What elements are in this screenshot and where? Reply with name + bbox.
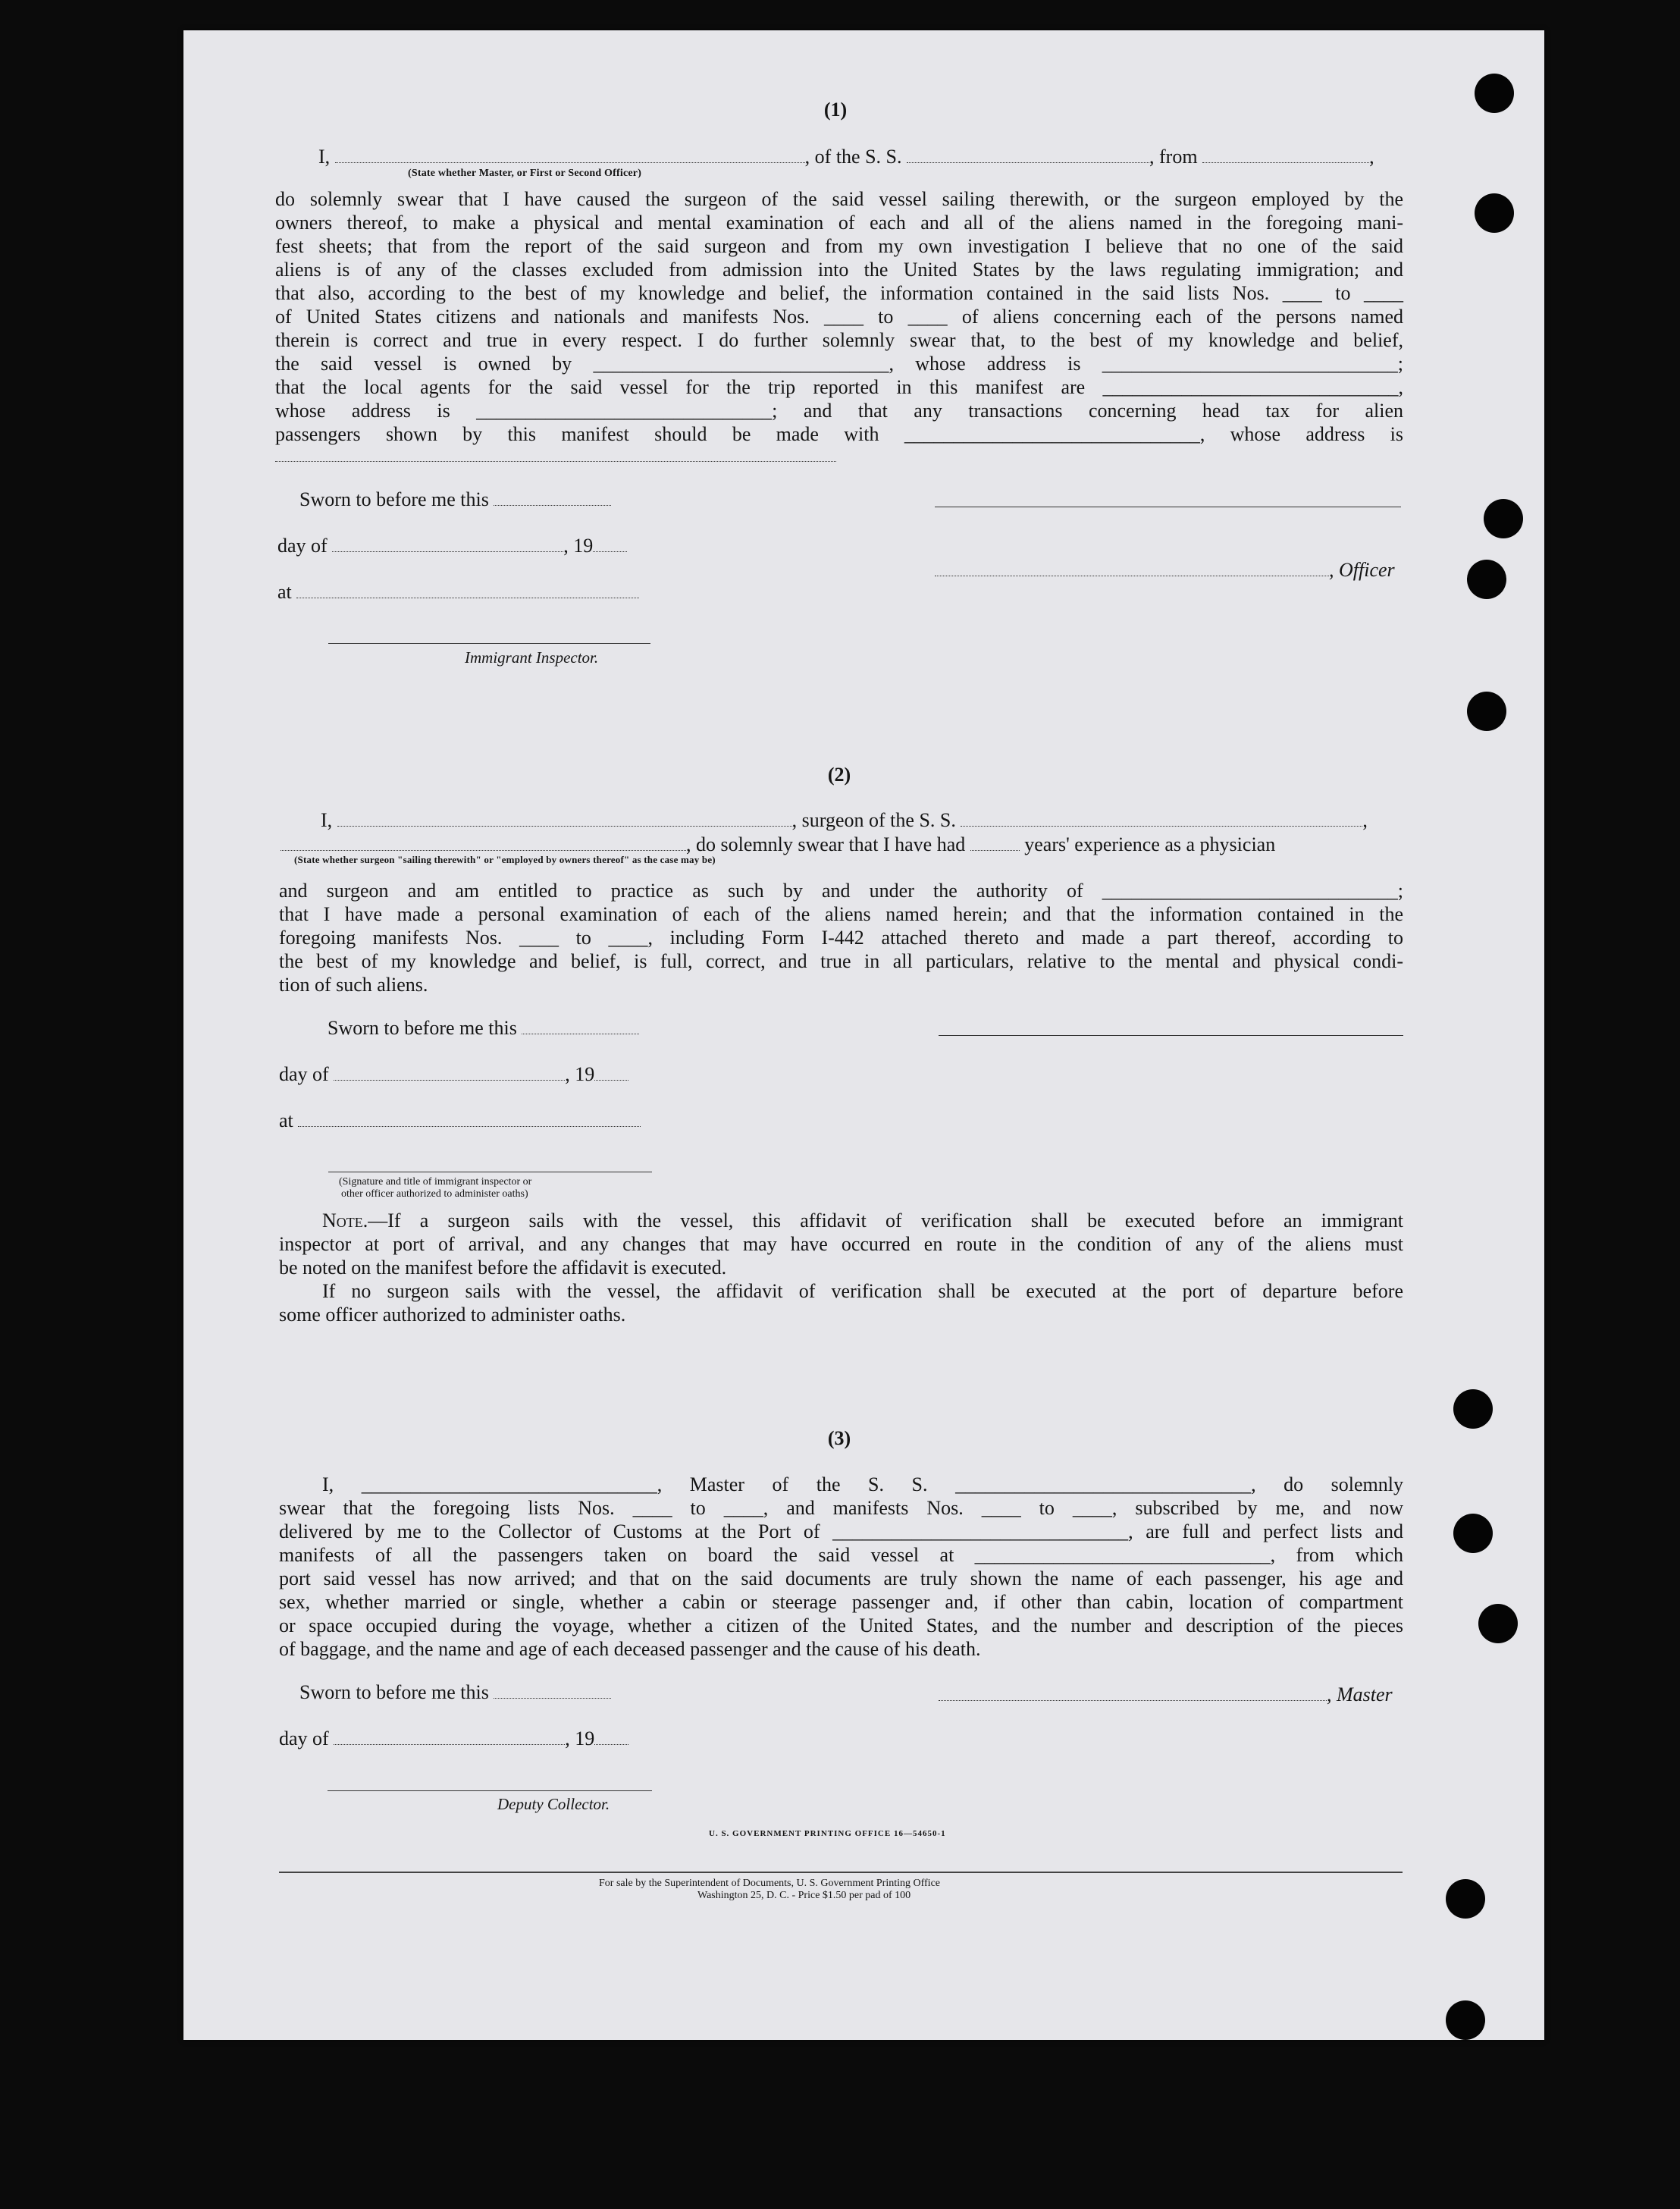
text-sworn: Sworn to before me this	[299, 1681, 489, 1703]
place-field[interactable]	[296, 582, 639, 598]
text-officer: , Officer	[1329, 559, 1395, 581]
text-from: , from	[1149, 146, 1198, 168]
text-day-of: day of	[279, 1727, 329, 1749]
officer-signature-field[interactable]	[935, 560, 1329, 576]
section1-paragraph	[275, 187, 1403, 462]
text-sworn: Sworn to before me this	[328, 1017, 517, 1039]
day-of-line	[279, 1063, 628, 1086]
inspector-caption: Immigrant Inspector.	[465, 648, 599, 667]
rank-field[interactable]	[335, 147, 805, 163]
binder-hole	[1467, 560, 1506, 599]
sale-notice: Washington 25, D. C. - Price $1.50 per pad of 100	[697, 1890, 911, 1901]
section2-second-line	[281, 833, 1275, 856]
section2-paragraph	[279, 879, 1403, 996]
binder-hole	[1478, 1604, 1518, 1643]
signature-caption: other officer authorized to administer oaths)	[341, 1188, 528, 1200]
paragraph-line: that the local agents for the said vessel for the trip reported in this manifest are ______________________________,	[275, 376, 1403, 398]
paragraph-line: sex, whether married or single, whether a cabin or steerage passenger and, if other than cabin, location of compartment	[279, 1591, 1403, 1613]
vessel-field[interactable]	[907, 147, 1149, 163]
paragraph-line: or space occupied during the voyage, whether a citizen of the United States, and the number and description of the pieces	[279, 1614, 1403, 1636]
paragraph-line: passengers shown by this manifest should be made with ______________________________, whose address is	[275, 423, 1403, 445]
binder-hole	[1475, 193, 1514, 233]
master-signature-field[interactable]	[939, 1685, 1327, 1701]
paragraph-line: therein is correct and true in every respect. I do further solemnly swear that, to the best of my knowledge and belief,	[275, 329, 1403, 351]
paragraph-line: delivered by me to the Collector of Customs at the Port of ______________________________, are full and perfect lists and	[279, 1520, 1403, 1542]
paragraph-line: of United States citizens and nationals and manifests Nos. ____ to ____ of aliens concerning each of the persons named	[275, 306, 1403, 328]
text-day-of: day of	[277, 535, 328, 557]
note-label: Note.	[322, 1210, 368, 1232]
section-number: (3)	[827, 1427, 851, 1449]
paragraph-line: and surgeon and am entitled to practice as such by and under the authority of ______________________________;	[279, 880, 1403, 902]
paragraph-line: whose address is ______________________________; and that any transactions concerning head tax for alien	[275, 400, 1403, 422]
text-at: at	[277, 581, 292, 603]
month-field[interactable]	[332, 536, 563, 552]
years-field[interactable]	[970, 835, 1020, 851]
note-line: inspector at port of arrival, and any changes that may have occurred en route in the condition of any of the aliens must	[279, 1233, 1403, 1255]
paragraph-line: tion of such aliens.	[279, 974, 428, 996]
inspector-signature-line[interactable]	[328, 643, 650, 644]
section-number: (1)	[823, 99, 848, 121]
paragraph-line: aliens is of any of the classes excluded from admission into the United States by the laws regulating immigration; and	[275, 259, 1403, 281]
month-field[interactable]	[334, 1729, 565, 1745]
text-i: I,	[321, 809, 333, 831]
binder-hole	[1446, 2000, 1485, 2040]
paragraph-line: do solemnly swear that I have caused the surgeon of the said vessel sailing therewith, or the surgeon employed by the	[275, 188, 1403, 210]
day-of-line	[277, 535, 627, 557]
text-swear: , do solemnly swear that I have had	[686, 833, 966, 855]
rank-caption: (State whether Master, or First or Second Officer)	[408, 168, 642, 179]
day-field[interactable]	[522, 1018, 639, 1034]
year-field[interactable]	[594, 1065, 628, 1081]
at-line	[277, 581, 639, 604]
note-line: some officer authorized to administer oaths.	[279, 1304, 626, 1326]
binder-hole	[1453, 1389, 1493, 1429]
comma: ,	[1369, 146, 1374, 168]
month-field[interactable]	[334, 1065, 565, 1081]
address-field[interactable]	[275, 446, 836, 462]
sworn-line	[299, 1681, 611, 1704]
surgeon-name-field[interactable]	[337, 811, 792, 827]
text-master: , Master	[1327, 1683, 1393, 1705]
sale-notice: For sale by the Superintendent of Documents, U. S. Government Printing Office	[599, 1878, 940, 1889]
section-number: (2)	[827, 764, 851, 786]
binder-hole	[1475, 74, 1514, 113]
paragraph-line: I, ______________________________, Master of the S. S. ______________________________, do solemnly	[322, 1473, 1403, 1495]
year-field[interactable]	[593, 536, 627, 552]
vessel-field[interactable]	[961, 811, 1362, 827]
note-text: —If a surgeon sails with the vessel, this affidavit of verification shall be executed before an immigrant	[368, 1210, 1403, 1232]
sworn-line	[328, 1017, 639, 1040]
surgeon-status-field[interactable]	[281, 835, 686, 851]
paragraph-line: of baggage, and the name and age of each deceased passenger and the cause of his death.	[279, 1638, 981, 1660]
year-field[interactable]	[594, 1729, 628, 1745]
gpo-imprint: U. S. GOVERNMENT PRINTING OFFICE 16—54650-1	[709, 1829, 946, 1838]
paragraph-line: owners thereof, to make a physical and mental examination of each and all of the aliens named in the foregoing mani-	[275, 212, 1403, 234]
paragraph-line: port said vessel has now arrived; and that on the said documents are truly shown the name of each passenger, his age and	[279, 1567, 1403, 1589]
note-line	[279, 1209, 1403, 1232]
port-field[interactable]	[1202, 147, 1369, 163]
binder-hole	[1446, 1879, 1485, 1919]
paragraph-line: swear that the foregoing lists Nos. ____ to ____, and manifests Nos. ____ to ____, subscribed by me, and now	[279, 1497, 1403, 1519]
text-19: , 19	[565, 1727, 595, 1749]
text-day-of: day of	[279, 1063, 329, 1085]
text-19: , 19	[563, 535, 594, 557]
text-surgeon: , surgeon of the S. S.	[791, 809, 956, 831]
paragraph-line: the best of my knowledge and belief, is full, correct, and true in all particulars, relative to the mental and physical condi-	[279, 950, 1403, 972]
officer-line	[935, 559, 1395, 582]
note-line: be noted on the manifest before the affidavit is executed.	[279, 1257, 727, 1279]
comma: ,	[1362, 809, 1368, 831]
text-i: I,	[318, 146, 331, 168]
text-19: , 19	[565, 1063, 595, 1085]
text-of-ss: , of the S. S.	[804, 146, 902, 168]
master-line	[939, 1683, 1393, 1706]
section2-opening-line	[321, 809, 1368, 832]
day-of-line	[279, 1727, 628, 1750]
paragraph-line: the said vessel is owned by ______________________________, whose address is ______________________________;	[275, 353, 1403, 375]
day-field[interactable]	[494, 490, 611, 506]
deputy-caption: Deputy Collector.	[497, 1795, 610, 1813]
text-sworn: Sworn to before me this	[299, 488, 489, 510]
note-block	[279, 1209, 1403, 1326]
signature-line[interactable]	[939, 1035, 1403, 1036]
section1-opening-line	[318, 146, 1374, 168]
surgeon-status-caption: (State whether surgeon "sailing therewith" or "employed by owners thereof" as the case may be)	[294, 854, 716, 865]
paragraph-line: that I have made a personal examination of each of the aliens named herein; and that the information contained in the	[279, 903, 1403, 925]
place-field[interactable]	[298, 1111, 641, 1127]
binder-hole	[1467, 692, 1506, 731]
paragraph-line: that also, according to the best of my knowledge and belief, the information contained in the said lists Nos. ____ to ____	[275, 282, 1403, 304]
deputy-signature-line[interactable]	[328, 1790, 652, 1791]
sworn-line	[299, 488, 611, 511]
paragraph-line: foregoing manifests Nos. ____ to ____, including Form I-442 attached thereto and made a part thereof, according to	[279, 927, 1403, 949]
signature-caption: (Signature and title of immigrant inspector or	[339, 1176, 532, 1188]
paragraph-line: manifests of all the passengers taken on board the said vessel at ______________________________, from which	[279, 1544, 1403, 1566]
paragraph-line: fest sheets; that from the report of the said surgeon and from my own investigation I believe that no one of the said	[275, 235, 1403, 257]
section3-paragraph	[279, 1473, 1403, 1661]
footer-rule	[279, 1872, 1403, 1873]
note-line: If no surgeon sails with the vessel, the affidavit of verification shall be executed at the port of departure before	[322, 1280, 1403, 1302]
binder-hole	[1484, 499, 1523, 538]
text-years: years' experience as a physician	[1024, 833, 1276, 855]
binder-hole	[1453, 1514, 1493, 1553]
day-field[interactable]	[494, 1683, 611, 1699]
at-line	[279, 1109, 641, 1132]
text-at: at	[279, 1109, 293, 1131]
